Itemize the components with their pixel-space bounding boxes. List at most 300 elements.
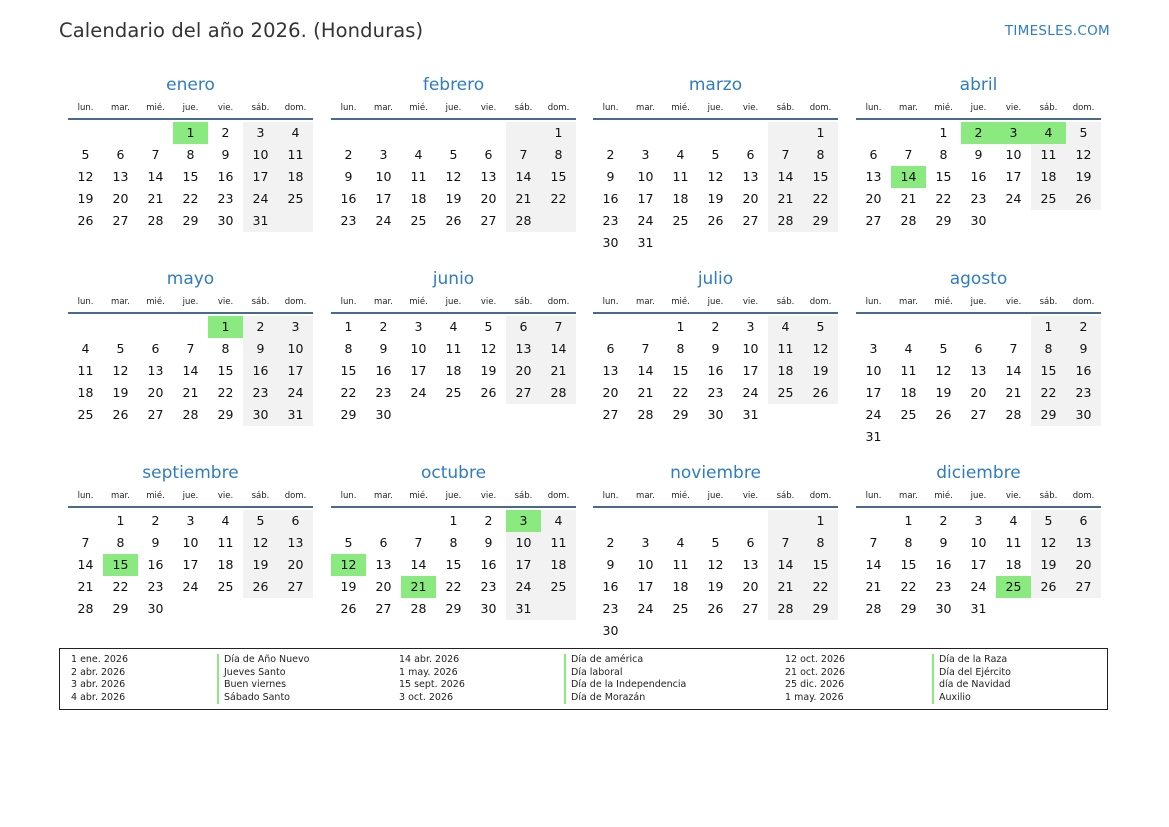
week-row [593, 532, 838, 554]
day-cell: 16 [970, 169, 987, 184]
day-cell: 5 [81, 147, 90, 162]
day-cell: 7 [81, 535, 90, 550]
empty-day-cell [733, 510, 768, 532]
legend-holiday-name: Día laboral [564, 667, 686, 680]
day-cell: 3 [641, 147, 650, 162]
weekday-header [593, 486, 838, 506]
week-row [331, 510, 576, 532]
day-cell: 11 [217, 535, 234, 550]
day-cell: 23 [243, 382, 278, 404]
day-cell: 4 [1009, 513, 1018, 528]
weekday-header [331, 292, 576, 312]
empty-day-cell [663, 510, 698, 532]
weekday-label: dom. [547, 297, 570, 307]
day-cell: 22 [900, 579, 917, 594]
week-row [856, 426, 1101, 448]
legend-holiday-name: día de Navidad [932, 679, 1011, 692]
day-cell: 28 [506, 210, 541, 232]
day-cell: 3 [641, 535, 650, 550]
week-row [68, 188, 313, 210]
empty-day-cell [891, 122, 926, 144]
weekday-label: jue. [970, 103, 987, 113]
weekday-label: lun. [865, 103, 882, 113]
day-cell: 7 [151, 147, 160, 162]
day-cell: 3 [186, 513, 195, 528]
day-cell: 13 [602, 363, 619, 378]
month-divider [856, 312, 1101, 314]
empty-day-cell [103, 122, 138, 144]
empty-day-cell [628, 122, 663, 144]
weekday-label: mié. [409, 491, 428, 501]
empty-day-cell [926, 426, 961, 448]
day-cell: 13 [375, 557, 392, 572]
week-row [331, 360, 576, 382]
day-cell: 26 [445, 213, 462, 228]
weekday-label: dom. [809, 103, 832, 113]
week-row [856, 316, 1101, 338]
day-cell: 6 [1066, 510, 1101, 532]
weekday-label: vie. [480, 491, 497, 501]
day-cell: 12 [77, 169, 94, 184]
empty-day-cell [366, 510, 401, 532]
weekday-label: jue. [970, 297, 987, 307]
day-cell: 12 [480, 341, 497, 356]
day-cell: 3 [414, 319, 423, 334]
day-cell: 13 [480, 169, 497, 184]
empty-day-cell [961, 316, 996, 338]
day-cell: 5 [484, 319, 493, 334]
day-cell: 4 [414, 147, 423, 162]
empty-day-cell [278, 598, 313, 620]
weekday-label: jue. [445, 103, 462, 113]
weekday-header [68, 98, 313, 118]
weekday-label: dom. [1072, 297, 1095, 307]
day-cell: 14 [506, 166, 541, 188]
weekday-label: vie. [1005, 491, 1022, 501]
weekday-label: mar. [111, 103, 130, 113]
weekday-label: mié. [409, 297, 428, 307]
day-cell: 31 [278, 404, 313, 426]
day-cell: 1 [803, 122, 838, 144]
day-cell: 25 [410, 213, 427, 228]
day-cell: 3 [869, 341, 878, 356]
day-cell: 24 [1005, 191, 1022, 206]
day-cell: 5 [243, 510, 278, 532]
week-row [68, 598, 313, 620]
day-cell: 22 [340, 385, 357, 400]
weekday-label: mar. [636, 491, 655, 501]
day-cell: 20 [480, 191, 497, 206]
day-cell: 5 [711, 535, 720, 550]
day-cell: 25 [996, 576, 1031, 598]
day-cell: 15 [182, 169, 199, 184]
day-cell: 6 [116, 147, 125, 162]
empty-day-cell [768, 620, 803, 642]
day-cell: 7 [869, 535, 878, 550]
day-cell: 19 [707, 191, 724, 206]
day-cell: 30 [1066, 404, 1101, 426]
day-cell: 18 [541, 554, 576, 576]
day-cell: 2 [243, 316, 278, 338]
month-agosto [856, 268, 1101, 448]
day-cell: 2 [221, 125, 230, 140]
day-cell: 7 [768, 144, 803, 166]
month-julio [593, 268, 838, 426]
day-cell: 16 [602, 191, 619, 206]
weekday-label: lun. [602, 297, 619, 307]
day-cell: 26 [340, 601, 357, 616]
day-cell: 11 [900, 363, 917, 378]
day-cell: 10 [742, 341, 759, 356]
day-cell: 18 [278, 166, 313, 188]
weekday-label: vie. [480, 297, 497, 307]
day-cell: 13 [506, 338, 541, 360]
empty-day-cell [698, 510, 733, 532]
legend-holiday-name: Día de la Raza [932, 654, 1011, 667]
weekday-label: mié. [146, 491, 165, 501]
day-cell: 31 [742, 407, 759, 422]
week-row [68, 144, 313, 166]
day-cell: 25 [900, 407, 917, 422]
day-cell: 26 [707, 213, 724, 228]
empty-day-cell [68, 316, 103, 338]
day-cell: 2 [151, 513, 160, 528]
day-cell: 22 [672, 385, 689, 400]
empty-day-cell [996, 426, 1031, 448]
empty-day-cell [401, 510, 436, 532]
day-cell: 8 [221, 341, 230, 356]
weekday-label: vie. [1005, 103, 1022, 113]
empty-day-cell [856, 316, 891, 338]
day-cell: 15 [1031, 360, 1066, 382]
day-cell: 19 [935, 385, 952, 400]
weekday-label: jue. [707, 103, 724, 113]
day-cell: 12 [707, 557, 724, 572]
day-cell: 10 [1005, 147, 1022, 162]
day-cell: 27 [742, 601, 759, 616]
week-row [331, 316, 576, 338]
legend-date: 15 sept. 2026 [399, 679, 465, 690]
day-cell: 25 [445, 385, 462, 400]
day-cell: 1 [904, 513, 913, 528]
month-divider [331, 506, 576, 508]
day-cell: 20 [602, 385, 619, 400]
day-cell: 26 [935, 407, 952, 422]
weekday-header [856, 486, 1101, 506]
day-cell: 2 [484, 513, 493, 528]
day-cell: 17 [1005, 169, 1022, 184]
empty-day-cell [733, 232, 768, 254]
legend-date: 2 abr. 2026 [71, 666, 126, 678]
day-cell: 3 [974, 513, 983, 528]
day-cell: 5 [939, 341, 948, 356]
day-cell: 6 [746, 147, 755, 162]
month-marzo [593, 74, 838, 254]
day-cell: 8 [1031, 338, 1066, 360]
weekday-label: dom. [284, 491, 307, 501]
day-cell: 14 [77, 557, 94, 572]
day-cell: 16 [147, 557, 164, 572]
empty-day-cell [1031, 598, 1066, 620]
day-cell: 5 [1066, 122, 1101, 144]
week-row [331, 576, 576, 598]
day-cell: 18 [1005, 557, 1022, 572]
day-cell: 19 [1066, 166, 1101, 188]
day-cell: 21 [637, 385, 654, 400]
day-cell: 11 [1005, 535, 1022, 550]
empty-day-cell [961, 426, 996, 448]
month-divider [856, 506, 1101, 508]
day-cell: 11 [445, 341, 462, 356]
empty-day-cell [733, 122, 768, 144]
weekday-label: vie. [217, 491, 234, 501]
week-row [856, 532, 1101, 554]
weekday-label: dom. [1072, 103, 1095, 113]
empty-day-cell [436, 404, 471, 426]
day-cell: 14 [865, 557, 882, 572]
month-name: octubre [420, 463, 487, 483]
month-divider [68, 118, 313, 120]
legend-date: 12 oct. 2026 [785, 654, 846, 665]
day-cell: 24 [278, 382, 313, 404]
legend-date: 4 abr. 2026 [71, 691, 126, 703]
month-octubre [331, 462, 576, 620]
day-cell: 2 [606, 535, 615, 550]
weekday-header [68, 486, 313, 506]
day-cell: 8 [803, 144, 838, 166]
legend-holiday-name: Sábado Santo [217, 692, 309, 705]
weekday-label: sáb. [1039, 297, 1058, 307]
week-row [331, 122, 576, 144]
week-row [856, 554, 1101, 576]
day-cell: 22 [803, 188, 838, 210]
day-cell: 30 [970, 213, 987, 228]
weekday-label: mié. [409, 103, 428, 113]
month-divider [68, 506, 313, 508]
day-cell: 16 [602, 579, 619, 594]
day-cell: 8 [676, 341, 685, 356]
empty-day-cell [471, 122, 506, 144]
day-cell: 29 [935, 213, 952, 228]
week-row [593, 210, 838, 232]
day-cell: 14 [182, 363, 199, 378]
day-cell: 16 [243, 360, 278, 382]
day-cell: 6 [606, 341, 615, 356]
empty-day-cell [628, 316, 663, 338]
day-cell: 14 [147, 169, 164, 184]
day-cell: 22 [112, 579, 129, 594]
weekday-label: mar. [374, 491, 393, 501]
week-row [593, 166, 838, 188]
weekday-label: mié. [934, 297, 953, 307]
day-cell: 22 [182, 191, 199, 206]
day-cell: 9 [606, 557, 615, 572]
day-cell: 4 [449, 319, 458, 334]
empty-day-cell [996, 210, 1031, 232]
empty-day-cell [173, 598, 208, 620]
empty-day-cell [401, 122, 436, 144]
day-cell: 2 [711, 319, 720, 334]
week-row [856, 382, 1101, 404]
day-cell: 8 [116, 535, 125, 550]
week-row [856, 166, 1101, 188]
month-divider [856, 118, 1101, 120]
day-cell: 17 [865, 385, 882, 400]
day-cell: 18 [410, 191, 427, 206]
day-cell: 4 [676, 535, 685, 550]
empty-day-cell [593, 316, 628, 338]
empty-day-cell [506, 122, 541, 144]
month-mayo [68, 268, 313, 426]
weekday-label: mar. [111, 297, 130, 307]
month-name: agosto [949, 269, 1008, 289]
month-divider [331, 312, 576, 314]
day-cell: 15 [103, 554, 138, 576]
legend-dates-col-3 [785, 654, 845, 704]
day-cell: 29 [672, 407, 689, 422]
week-row [331, 598, 576, 620]
weekday-label: vie. [217, 297, 234, 307]
weekday-header [856, 98, 1101, 118]
week-row [68, 210, 313, 232]
weekday-label: dom. [809, 491, 832, 501]
day-cell: 13 [742, 557, 759, 572]
legend-names-col-3 [932, 654, 1011, 704]
weekday-header [593, 292, 838, 312]
day-cell: 28 [77, 601, 94, 616]
day-cell: 25 [541, 576, 576, 598]
day-cell: 18 [672, 579, 689, 594]
day-cell: 12 [1031, 532, 1066, 554]
day-cell: 24 [375, 213, 392, 228]
day-cell: 29 [112, 601, 129, 616]
day-cell: 14 [768, 554, 803, 576]
day-cell: 22 [217, 385, 234, 400]
page-title: Calendario del año 2026. (Honduras) [59, 19, 424, 42]
day-cell: 21 [541, 360, 576, 382]
empty-day-cell [331, 510, 366, 532]
day-cell: 11 [278, 144, 313, 166]
day-cell: 6 [484, 147, 493, 162]
week-row [593, 122, 838, 144]
weekday-label: jue. [182, 491, 199, 501]
day-cell: 9 [221, 147, 230, 162]
week-row [331, 404, 576, 426]
week-row [856, 598, 1101, 620]
day-cell: 23 [602, 213, 619, 228]
legend-holiday-name: Auxilio [932, 692, 1011, 705]
month-septiembre [68, 462, 313, 620]
empty-day-cell [663, 232, 698, 254]
week-row [593, 316, 838, 338]
holiday-legend [59, 648, 1108, 710]
day-cell: 19 [243, 554, 278, 576]
day-cell: 18 [217, 557, 234, 572]
day-cell: 16 [480, 557, 497, 572]
day-cell: 18 [77, 385, 94, 400]
empty-day-cell [103, 316, 138, 338]
day-cell: 29 [182, 213, 199, 228]
month-name: enero [166, 75, 215, 95]
day-cell: 8 [344, 341, 353, 356]
weekday-label: lun. [865, 491, 882, 501]
day-cell: 16 [707, 363, 724, 378]
empty-day-cell [593, 510, 628, 532]
empty-day-cell [891, 426, 926, 448]
weekday-label: vie. [742, 103, 759, 113]
day-cell: 11 [1031, 144, 1066, 166]
day-cell: 8 [904, 535, 913, 550]
weekday-header [331, 486, 576, 506]
day-cell: 2 [606, 147, 615, 162]
legend-date: 25 dic. 2026 [785, 679, 845, 690]
day-cell: 7 [904, 147, 913, 162]
day-cell: 27 [506, 382, 541, 404]
day-cell: 21 [900, 191, 917, 206]
empty-day-cell [541, 404, 576, 426]
day-cell: 24 [410, 385, 427, 400]
month-name: febrero [422, 75, 485, 95]
weekday-label: mar. [899, 103, 918, 113]
weekday-header [68, 292, 313, 312]
day-cell: 23 [147, 579, 164, 594]
day-cell: 1 [676, 319, 685, 334]
month-divider [593, 506, 838, 508]
day-cell: 10 [506, 532, 541, 554]
day-cell: 5 [1031, 510, 1066, 532]
week-row [593, 232, 838, 254]
day-cell: 12 [935, 363, 952, 378]
day-cell: 27 [602, 407, 619, 422]
brand-link[interactable]: TIMESLES.COM [1004, 23, 1110, 39]
day-cell: 29 [445, 601, 462, 616]
weekday-label: mié. [934, 491, 953, 501]
day-cell: 29 [217, 407, 234, 422]
day-cell: 10 [375, 169, 392, 184]
day-cell: 17 [506, 554, 541, 576]
day-cell: 29 [340, 407, 357, 422]
day-cell: 1 [449, 513, 458, 528]
day-cell: 1 [116, 513, 125, 528]
weekday-label: sáb. [514, 103, 533, 113]
day-cell: 10 [243, 144, 278, 166]
day-cell: 15 [445, 557, 462, 572]
empty-day-cell [541, 210, 576, 232]
week-row [68, 122, 313, 144]
weekday-label: dom. [809, 297, 832, 307]
day-cell: 27 [480, 213, 497, 228]
day-cell: 10 [865, 363, 882, 378]
day-cell: 19 [480, 363, 497, 378]
day-cell: 6 [278, 510, 313, 532]
empty-day-cell [663, 620, 698, 642]
day-cell: 30 [480, 601, 497, 616]
legend-date: 3 abr. 2026 [71, 679, 126, 690]
day-cell: 7 [768, 532, 803, 554]
day-cell: 15 [340, 363, 357, 378]
week-row [68, 510, 313, 532]
day-cell: 5 [449, 147, 458, 162]
legend-date: 1 may. 2026 [785, 691, 844, 703]
empty-day-cell [768, 122, 803, 144]
day-cell: 27 [742, 213, 759, 228]
weekday-label: sáb. [1039, 491, 1058, 501]
day-cell: 20 [375, 579, 392, 594]
week-row [593, 338, 838, 360]
week-row [68, 338, 313, 360]
day-cell: 10 [410, 341, 427, 356]
day-cell: 16 [340, 191, 357, 206]
